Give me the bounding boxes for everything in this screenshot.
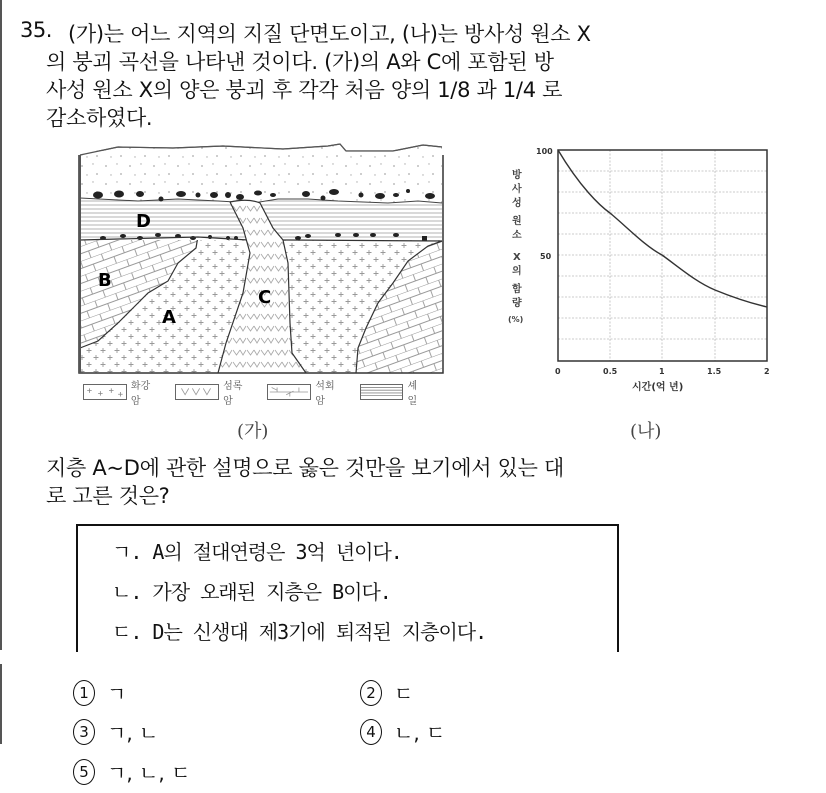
x-tick-label: 0: [555, 367, 561, 376]
choice-number-circle: 1: [73, 680, 95, 706]
answer-choice-4[interactable]: [360, 717, 445, 746]
legend-item-diorite: [175, 377, 249, 407]
legend-label: 화강암: [130, 381, 151, 407]
shale-swatch-icon: [360, 384, 404, 400]
layer-label-c: C: [258, 287, 272, 308]
answer-choice-3[interactable]: [73, 717, 158, 746]
svg-text:소: 소: [512, 230, 522, 241]
answer-choice-1[interactable]: [73, 678, 126, 707]
x-tick-label: 0.5: [603, 367, 618, 376]
choice-text: ㄷ: [394, 682, 414, 706]
rock-legend: [83, 380, 443, 407]
svg-text:의: 의: [512, 266, 522, 277]
choice-number-circle: 2: [360, 680, 382, 706]
geologic-cross-section-figure: [78, 143, 444, 375]
question-number: 35.: [20, 18, 52, 42]
x-tick-label: 1: [659, 367, 665, 376]
question-text-line: 감소하였다.: [46, 106, 153, 130]
layer-label-a: A: [162, 307, 176, 328]
answer-choice-5[interactable]: [73, 757, 190, 786]
y-axis-label: [508, 168, 523, 324]
choice-text: ㄱ: [107, 682, 127, 706]
choice-text: ㄱ, ㄴ, ㄷ: [107, 761, 191, 785]
svg-text:함: 함: [512, 284, 522, 295]
question-text-line: 의 붕괴 곡선을 나타낸 것이다. (가)의 A와 C에 포함된 방: [46, 50, 554, 74]
left-margin-rule: [0, 664, 2, 744]
prompt-text-line: 지층 A~D에 관한 설명으로 옳은 것만을 보기에서 있는 대: [46, 456, 564, 480]
layer-label-b: B: [98, 270, 112, 291]
figure-a-caption: (가): [237, 421, 269, 442]
question-text-line: 사성 원소 X의 양은 붕괴 후 각각 처음 양의 1/8 과 1/4 로: [46, 78, 563, 102]
x-tick-label: 1.5: [707, 367, 722, 376]
svg-text:원: 원: [512, 216, 522, 227]
legend-item-granite: [83, 377, 157, 407]
bogi-statement: ㄷ. D는 신생대 제3기에 퇴적된 지층이다.: [112, 620, 487, 644]
figure-b-caption: (나): [630, 421, 662, 442]
layer-label-d: D: [136, 211, 151, 232]
legend-label: 셰일: [407, 381, 418, 407]
legend-item-limestone: [267, 377, 341, 407]
diorite-swatch-icon: [175, 384, 219, 400]
choice-text: ㄴ, ㄷ: [394, 721, 446, 745]
granite-swatch-icon: [83, 384, 127, 400]
legend-label: 섬록암: [223, 381, 243, 407]
svg-text:성: 성: [512, 198, 522, 209]
y-tick-label: 50: [540, 252, 552, 261]
bogi-statement: ㄴ. 가장 오래된 지층은 B이다.: [112, 580, 391, 604]
svg-text:X: X: [513, 252, 521, 263]
y-tick-label: 100: [536, 147, 553, 156]
limestone-swatch-icon: [267, 384, 311, 400]
prompt-text-line: 로 고른 것은?: [46, 484, 170, 508]
decay-curve-line: [558, 150, 767, 307]
svg-text:량: 량: [512, 298, 522, 309]
choice-text: ㄱ, ㄴ: [107, 721, 159, 745]
legend-item-shale: [360, 377, 425, 407]
choice-number-circle: 5: [73, 759, 95, 785]
x-tick-label: 2: [764, 367, 770, 376]
legend-label: 석회암: [315, 381, 335, 407]
bogi-statement: ㄱ. A의 절대연령은 3억 년이다.: [112, 540, 402, 564]
question-text-line: (가)는 어느 지역의 지질 단면도이고, (나)는 방사성 원소 X: [68, 22, 591, 46]
bogi-box: [76, 524, 619, 652]
decay-curve-chart: [500, 142, 780, 402]
svg-text:(%): (%): [508, 315, 524, 324]
choice-number-circle: 4: [360, 719, 382, 745]
left-margin-rule: [0, 0, 2, 650]
choice-number-circle: 3: [73, 719, 95, 745]
x-axis-label: 시간(억 년): [632, 382, 684, 393]
answer-choice-2[interactable]: [360, 678, 413, 707]
svg-text:방: 방: [512, 170, 522, 181]
svg-text:사: 사: [512, 184, 522, 195]
